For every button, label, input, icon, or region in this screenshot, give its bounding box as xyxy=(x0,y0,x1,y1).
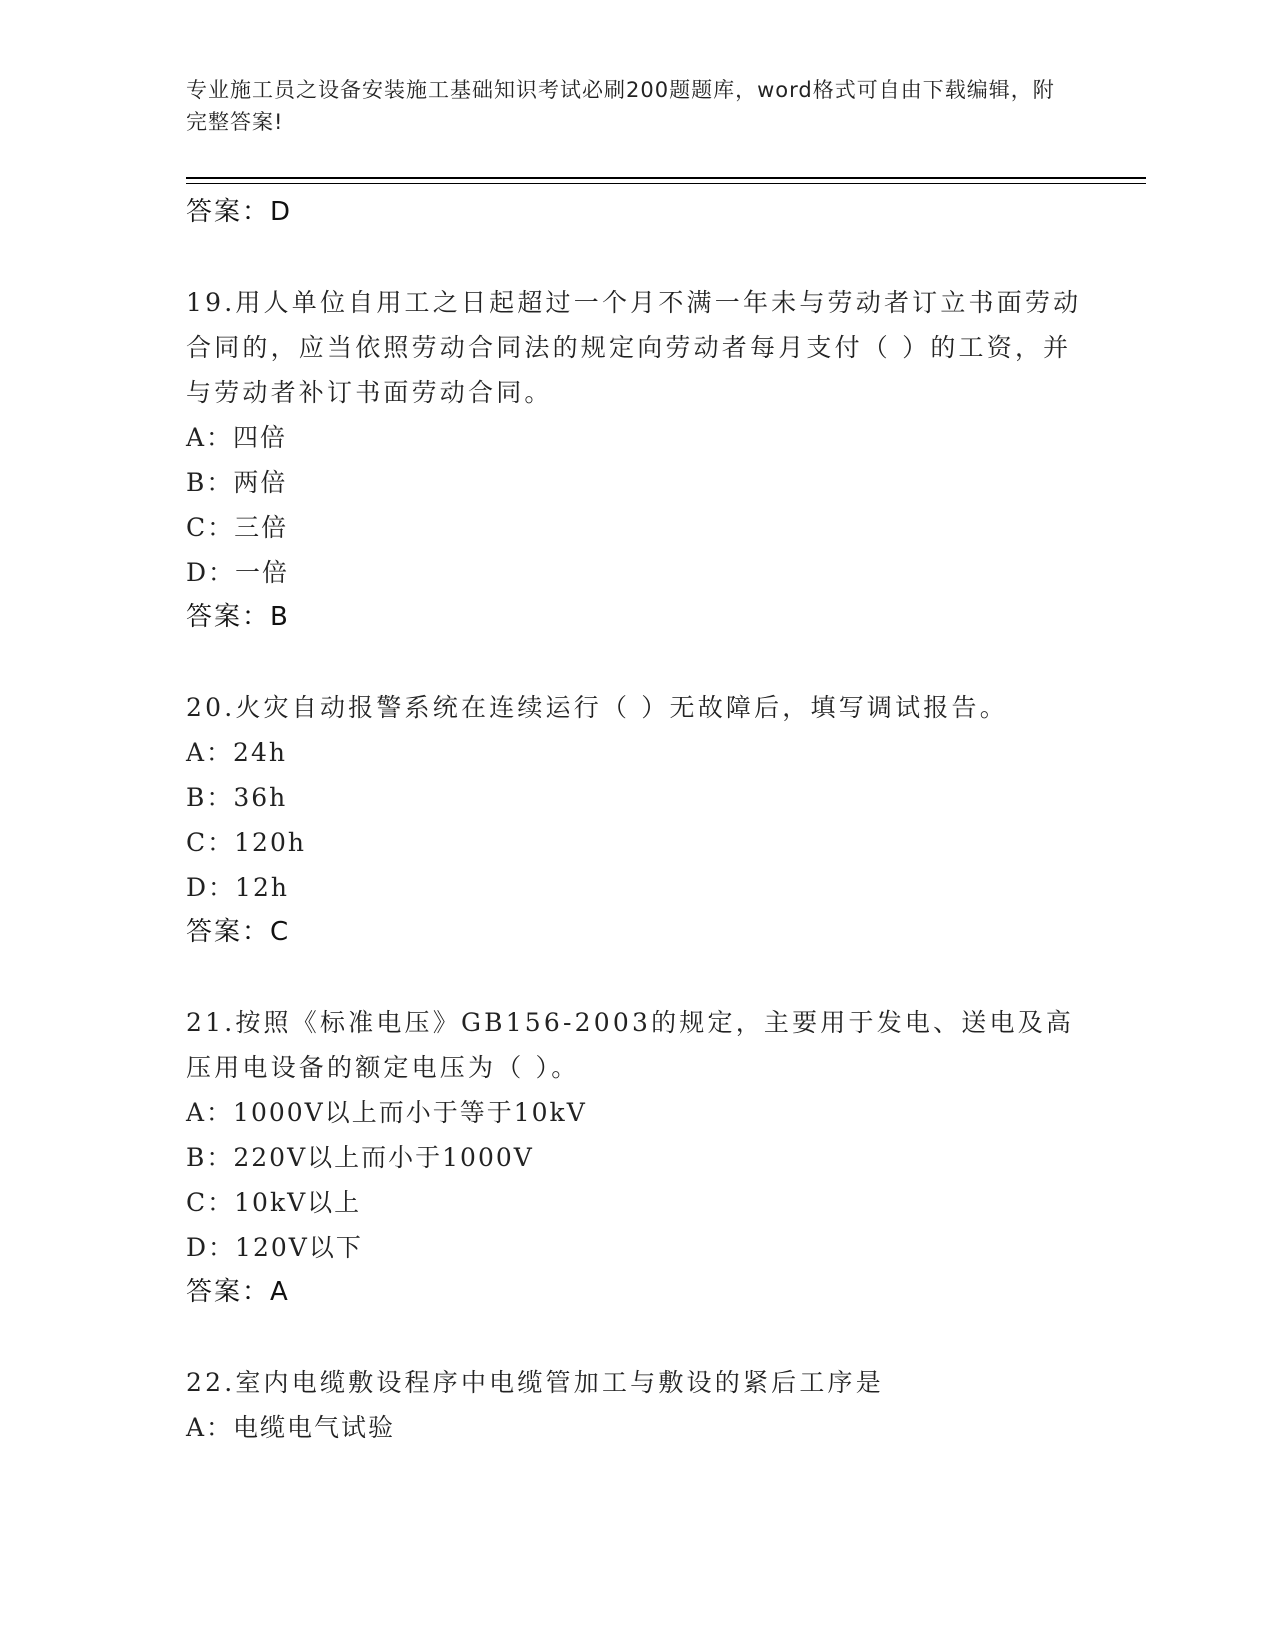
question-list xyxy=(186,190,1086,1450)
question-19-option-c: C：三倍 xyxy=(186,513,289,542)
question-20-option-c: C：120h xyxy=(186,828,306,857)
answer-19: 答案：B xyxy=(186,602,290,632)
question-21-option-d: D：120V以下 xyxy=(186,1233,363,1262)
question-21-option-a: A：1000V以上而小于等于10kV xyxy=(186,1098,587,1127)
question-20-option-a: A：24h xyxy=(186,738,287,767)
question-19-option-d: D：一倍 xyxy=(186,558,290,587)
answer-21: 答案：A xyxy=(186,1277,290,1307)
question-19-option-b: B：两倍 xyxy=(186,468,288,497)
question-20-text: 20.火灾自动报警系统在连续运行（ ）无故障后，填写调试报告。 xyxy=(186,693,1008,722)
question-21 xyxy=(186,1000,1086,1314)
answer-20: 答案：C xyxy=(186,917,291,947)
question-19-text: 19.用人单位自用工之日起超过一个月不满一年未与劳动者订立书面劳动合同的，应当依照劳动合同法的规定向劳动者每月支付（ ）的工资，并与劳动者补订书面劳动合同。 xyxy=(186,288,1082,407)
question-20-option-d: D：12h xyxy=(186,873,289,902)
answer-18: 答案：D xyxy=(186,197,293,227)
question-20-option-b: B：36h xyxy=(186,783,288,812)
question-22-text: 22.室内电缆敷设程序中电缆管加工与敷设的紧后工序是 xyxy=(186,1368,884,1397)
question-20 xyxy=(186,685,1086,954)
question-22 xyxy=(186,1360,1086,1450)
question-22-option-a: A：电缆电气试验 xyxy=(186,1413,396,1442)
question-19-option-a: A：四倍 xyxy=(186,423,288,452)
question-21-option-b: B：220V以上而小于1000V xyxy=(186,1143,534,1172)
question-21-text: 21.按照《标准电压》GB156-2003的规定，主要用于发电、送电及高压用电设备的额定电压为（ ）。 xyxy=(186,1008,1075,1082)
question-19 xyxy=(186,280,1086,639)
question-21-option-c: C：10kV以上 xyxy=(186,1188,362,1217)
header-divider-thick xyxy=(186,177,1146,179)
document-header: 专业施工员之设备安装施工基础知识考试必刷200题题库，word格式可自由下载编辑，附完整答案! xyxy=(186,78,1055,134)
header-divider-thin xyxy=(186,183,1146,184)
